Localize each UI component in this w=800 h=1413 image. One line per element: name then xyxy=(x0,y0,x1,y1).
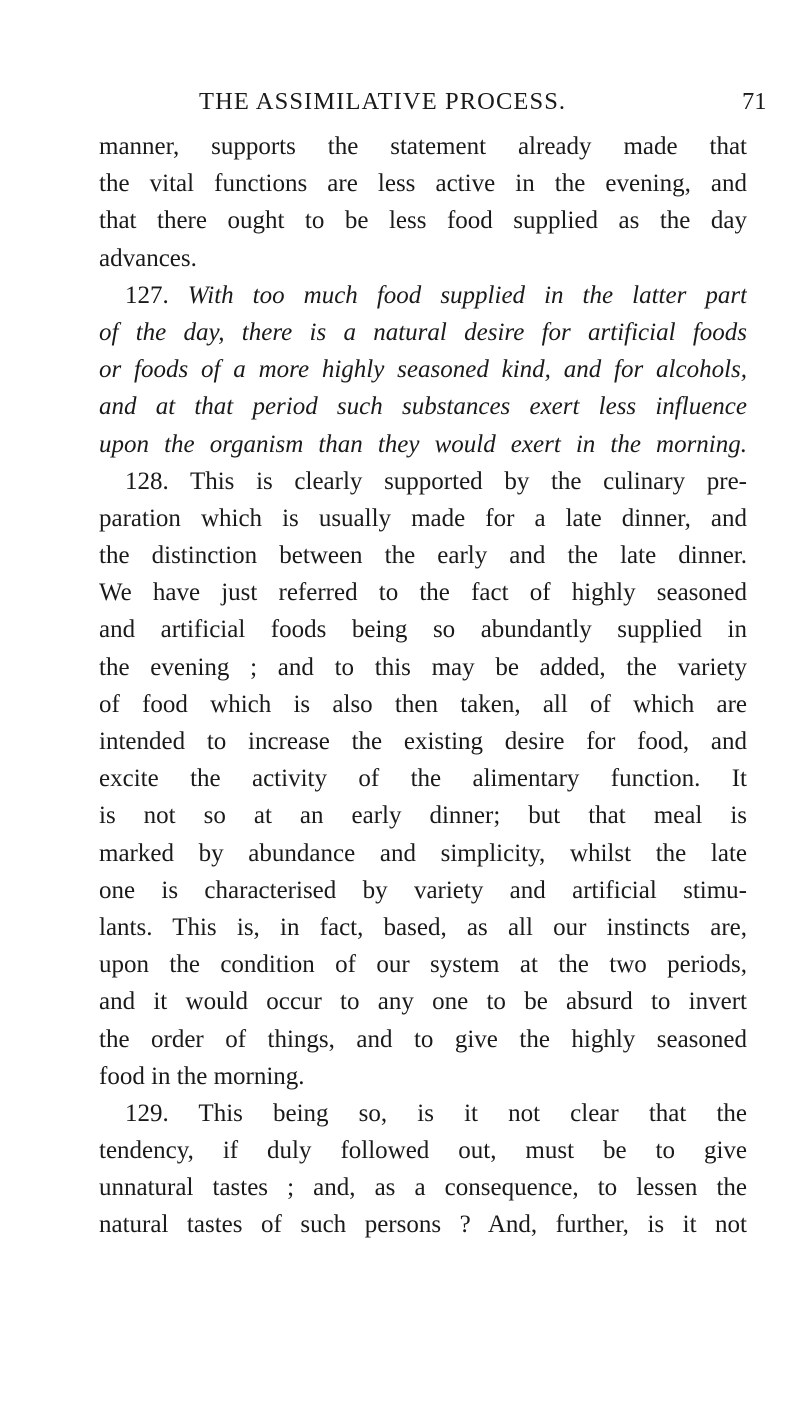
text-line: food in the morning. xyxy=(99,1062,305,1090)
text-line: tendency, if duly followed out, must be to give xyxy=(99,1137,747,1165)
text-line: and it would occur to any one to be absurd to invert xyxy=(99,988,747,1016)
running-head xyxy=(0,88,800,118)
text-line: the order of things, and to give the highly seasoned xyxy=(99,1025,747,1053)
text-line: lants. This is, in fact, based, as all our instincts are, xyxy=(99,913,747,941)
text-line: of food which is also then taken, all of which are xyxy=(99,690,747,718)
text-line: advances. xyxy=(99,244,197,272)
text-line: upon the organism than they would exert in the morning. xyxy=(99,430,747,458)
text-line: that there ought to be less food supplied as the day xyxy=(99,207,747,235)
text-line: manner, supports the statement already made that xyxy=(99,133,747,160)
text-line: unnatural tastes ; and, as a consequence, to lessen the xyxy=(99,1174,747,1202)
text-line: 128. This is clearly supported by the culinary pre- xyxy=(125,467,747,495)
body-text xyxy=(99,128,747,1244)
text-line: paration which is usually made for a late dinner, and xyxy=(99,504,747,532)
text-line: and at that period such substances exert less influence xyxy=(99,393,747,421)
text-line: one is characterised by variety and artificial stimu- xyxy=(99,876,747,904)
italic-text: With too much food supplied in the latter part xyxy=(187,281,747,309)
text-line: or foods of a more highly seasoned kind, and for alcohols, xyxy=(99,356,747,384)
text-line: natural tastes of such persons ? And, further, is it not xyxy=(99,1211,747,1239)
paragraph-number: 127. xyxy=(125,281,188,309)
text-line: is not so at an early dinner; but that meal is xyxy=(99,802,747,830)
text-line: marked by abundance and simplicity, whilst the late xyxy=(99,839,747,867)
text-line: intended to increase the existing desire for food, and xyxy=(99,728,747,755)
text-line xyxy=(99,277,747,314)
text-line: and artificial foods being so abundantly supplied in xyxy=(99,616,747,644)
text-line: upon the condition of our system at the two periods, xyxy=(99,951,747,979)
text-line: 129. This being so, is it not clear that the xyxy=(125,1099,747,1127)
text-line: the vital functions are less active in the evening, and xyxy=(99,170,747,198)
running-title: THE ASSIMILATIVE PROCESS. xyxy=(199,88,567,115)
text-line: the evening ; and to this may be added, the variety xyxy=(99,653,747,681)
text-line: We have just referred to the fact of highly seasoned xyxy=(99,579,747,607)
text-line: of the day, there is a natural desire for artificial foods xyxy=(99,318,747,346)
text-line: the distinction between the early and the late dinner. xyxy=(99,542,747,570)
page-number: 71 xyxy=(742,88,767,115)
text-line: excite the activity of the alimentary function. It xyxy=(99,765,747,793)
